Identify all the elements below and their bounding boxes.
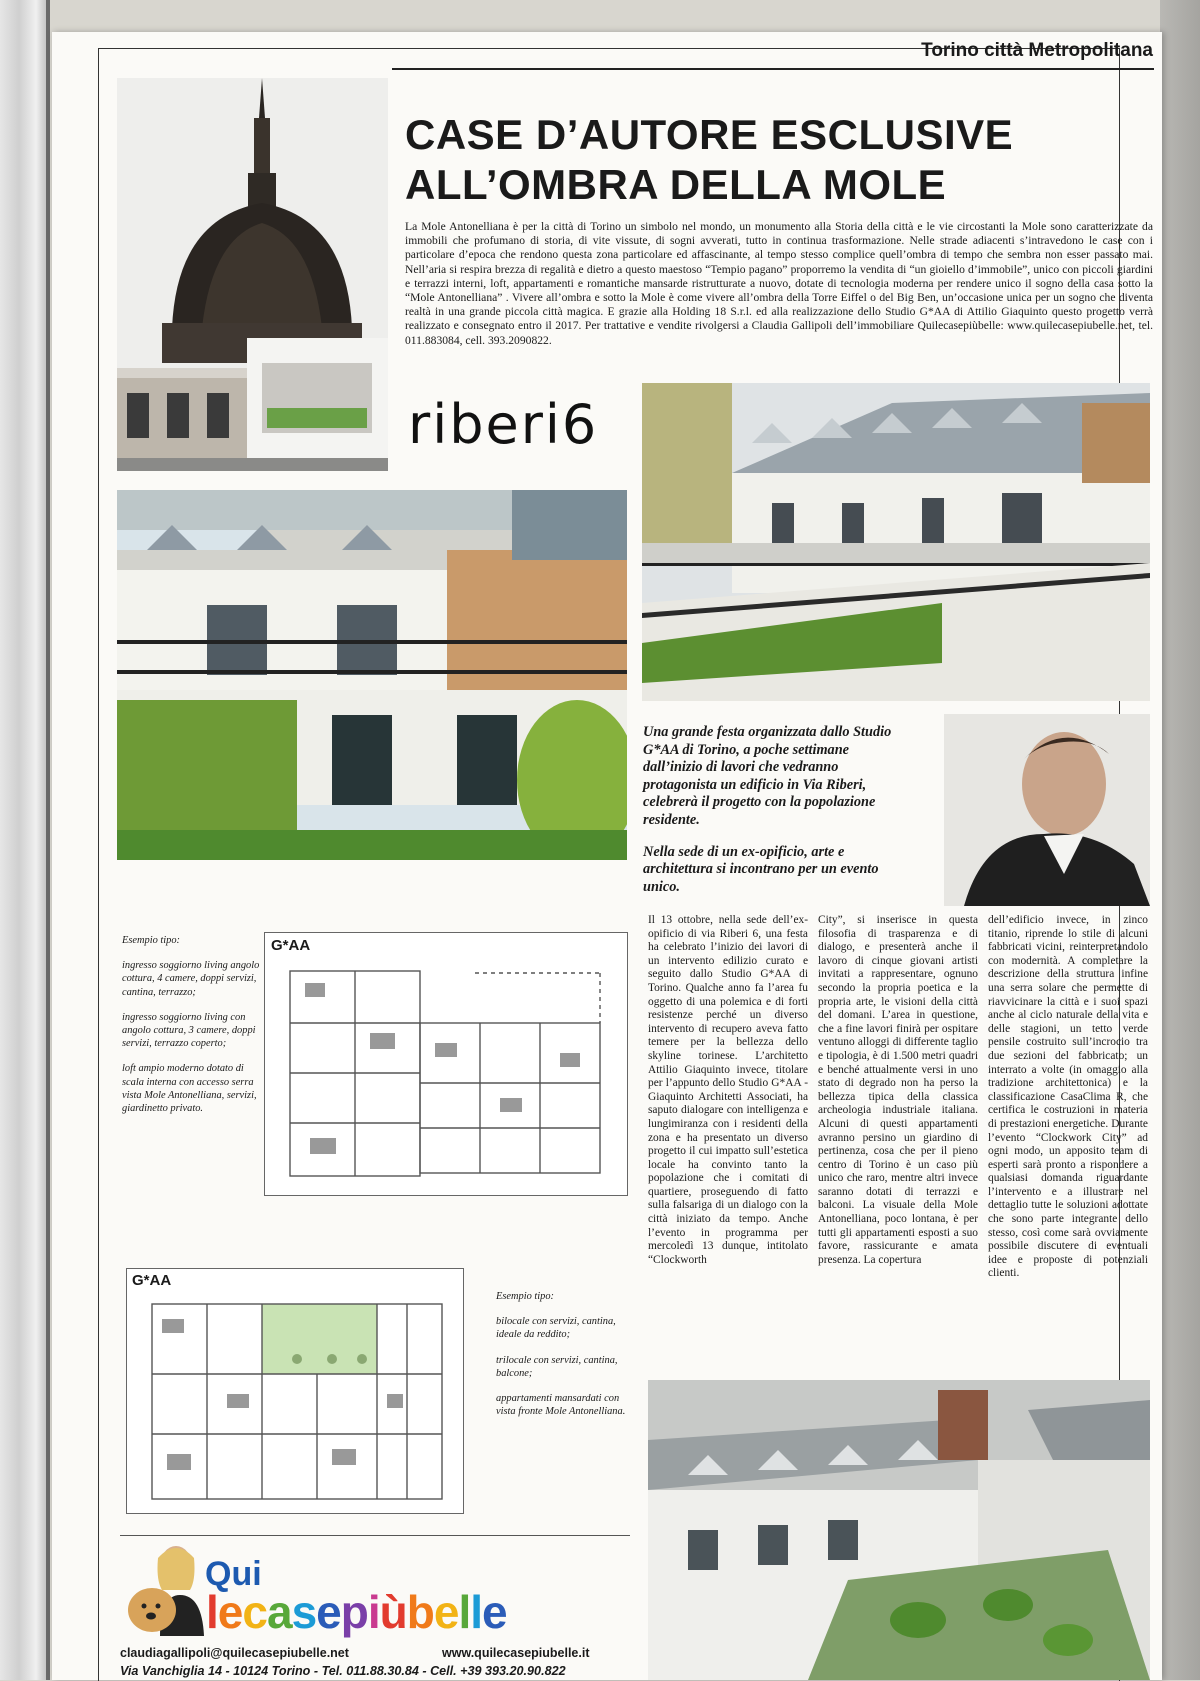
floorplan-2 bbox=[126, 1268, 464, 1514]
headline bbox=[405, 110, 1145, 210]
riberi6-logo: riberi6 bbox=[408, 393, 599, 456]
photo-architect-portrait bbox=[944, 714, 1150, 906]
photo-mole-antonelliana bbox=[117, 78, 388, 471]
floorplan-1 bbox=[264, 932, 628, 1196]
headline-line-2: ALL’OMBRA DELLA MOLE bbox=[405, 161, 947, 208]
ad-address: Via Vanchiglia 14 - 10124 Torino - Tel. 011.88.30.84 - Cell. +39 393.20.90.822 bbox=[120, 1664, 566, 1678]
next-page-edge bbox=[1160, 0, 1200, 1680]
ad-email-link[interactable]: claudiagallipoli@quilecasepiubelle.net bbox=[120, 1646, 349, 1660]
binding-edge bbox=[46, 0, 50, 1680]
section-header: Torino città Metropolitana bbox=[921, 40, 1153, 61]
article-column-2: City”, si inserisce in questa filosofia di trasparenza e di dialogo, e presenterà anche il lavoro di cinque giovani artisti invitati a rappresentare, ognuno secondo la propria poetica e la propria arte, le visioni della città del domani. L’area in questione, che a fine lavori finirà per ospitare ventuno alloggi di differente taglio e tipologia, è di 1.500 metri quadri e benché attualmente versi in uno stato di degrado non ha perso la bellezza tipica della classica archeologia industriale italiana. Alcuni di questi appartamenti avranno persino un giardino di pertinenza, cosa che per il pieno centro di Torino è un caso più unico che raro, mentre altri invece saranno dotati di terrazzi e balconi. La visuale della Mole Antonelliana, poco lontana, è per tutti gli appartamenti esposti a suo favore, rassicurante e amata presenza. La copertura bbox=[818, 914, 978, 1266]
render-courtyard-left bbox=[117, 490, 627, 860]
ad-top-rule bbox=[120, 1535, 630, 1536]
ad-brand-name bbox=[206, 1585, 507, 1639]
plan-brand-logo: G*AA bbox=[271, 937, 311, 954]
ad-brand-text: lecasepiùbelle bbox=[206, 1586, 507, 1638]
intro-paragraph: La Mole Antonelliana è per la città di Torino un simbolo nel mondo, un monumento alla Storia della città e le vie circostanti la Mole sono caratterizzate da immobili che profumano di storia, di vite vissute, di sogni avverati, tutto in continua trasformazione. Nelle strade adiacenti s’intravedono le case con i particolare d’epoca che rendono questa zona particolare ed affascinante, al tempo stesso complice quell’ombra di tempo che sembra non esser passato mai. Nell’aria si respira brezza di regalità e dietro a questo maestoso “Tempio pagano” proporremo la vendita di “un gioiello d’immobile”, unico con piccoli giardini e terrazzi interni, loft, appartamenti e romantiche mansarde ristrutturate a nuovo, dotate di tecnologia moderna per rendere unico il sogno della casa sotto la “Mole Antonelliana” . Vivere all’ombra e sotto la Mole è come vivere all’ombra della Torre Eiffel o del Big Ben, un’occasione unica per un sogno che diventa realtà in una grande piccola città magica. E grazie alla Holding 18 S.r.l. ed alla realizzazione dello Studio G*AA di Attilio Giaquinto questo progetto verrà realizzato e consegnato entro il 2017. Per trattative e vendite rivolgersi a Claudia Gallipoli dell’immobiliare Quilecasepiùbelle: www.quilecasepiubelle.net, tel. 011.883084, cell. 393.2090822. bbox=[405, 220, 1153, 347]
ad-brand-qui: Qui bbox=[205, 1555, 262, 1593]
note-2-item: appartamenti mansardati con vista fronte Mole Antonelliana. bbox=[496, 1393, 626, 1418]
agent-photo-with-dog bbox=[124, 1540, 204, 1636]
note-2-item: trilocale con servizi, cantina, balcone; bbox=[496, 1354, 618, 1379]
photo-caption bbox=[643, 724, 905, 910]
plan-brand-logo: G*AA bbox=[132, 1272, 172, 1289]
floorplan-note-1 bbox=[122, 934, 260, 1127]
note-1-item: loft ampio moderno dotato di scala interna con accesso serra vista Mole Antonelliana, servizi, giardinetto privato. bbox=[122, 1063, 257, 1115]
ad-website-link[interactable]: www.quilecasepiubelle.it bbox=[442, 1646, 590, 1660]
article-column-1: Il 13 ottobre, nella sede dell’ex-opificio di via Riberi 6, una festa ha celebrato l’inizio dei lavori di un intervento edilizio curato e seguito dallo Studio G*AA di Torino. Qualche anno fa l’area fu oggetto di una polemica e di forti resistenze perché un diverso intervento di recupero aveva fatto temere per la bellezza dello skyline torinese. L’architetto Attilio Giaquinto invece, titolare per l’appunto dello Studio G*AA - Giaquinto Architetti Associati, ha saputo dialogare con intelligenza e lungimiranza con i residenti della zona e ha presentato un diverso progetto il cui impatto sull’estetica locale ha convinto tanto la popolazione che i comitati di quartiere, proseguendo di fatto sulla falsariga di un dialogo con la città iniziato da tempo. Anche l’evento in programma per mercoledì 13 dunque, intitolato “Clockworth bbox=[648, 914, 808, 1266]
floorplan-note-2 bbox=[496, 1290, 628, 1430]
caption-paragraph-1: Una grande festa organizzata dallo Studio G*AA di Torino, a poche settimane dall’inizio di lavori che vedranno protagonista un edificio in Via Riberi, celebrerà il progetto con la popolazione residente. bbox=[643, 724, 892, 828]
header-rule bbox=[392, 68, 1154, 70]
note-2-title: Esempio tipo: bbox=[496, 1291, 555, 1302]
render-courtyard-right bbox=[642, 383, 1150, 701]
render-aerial-courtyard bbox=[648, 1380, 1150, 1680]
caption-paragraph-2: Nella sede di un ex-opificio, arte e architettura si incontrano per un evento unico. bbox=[643, 843, 879, 895]
headline-line-1: CASE D’AUTORE ESCLUSIVE bbox=[405, 111, 1014, 158]
binding-spine bbox=[0, 0, 48, 1680]
note-1-title: Esempio tipo: bbox=[122, 935, 181, 946]
note-1-item: ingresso soggiorno living angolo cottura, 4 camere, doppi servizi, cantina, terrazzo; bbox=[122, 960, 260, 998]
article-column-3: dell’edificio invece, in zinco titanio, riprende lo stile di alcuni fabbricati vicini, reinterpretandolo con modernità. A completare la descrizione della struttura infine una serra solare che permette di riavvicinare la città e i suoi spazi anche al ciclo naturale della vita e delle stagioni, un tetto verde pensile costruito sull’incrocio tra due sezioni del fabbricato; un interrato a volte (in omaggio alla tradizione architettonica) e la classificazione CasaClima R, che certifica le costruzioni in materia di prestazioni energetiche. Durante l’evento “Clockwork City” ad ogni modo, un apposito team di esperti sarà pronto a rispondere a qualsiasi domanda riguardante l’intervento e a illustrare nel dettaglio tutte le soluzioni adottate che sono parte integrante dello stesso, così come sarà ovviamente possibile discutere di eventuali idee e proposte di potenziali clienti. bbox=[988, 914, 1148, 1280]
note-2-item: bilocale con servizi, cantina, ideale da reddito; bbox=[496, 1316, 616, 1341]
note-1-item: ingresso soggiorno living con angolo cottura, 3 camere, doppi servizi, terrazzo coperto; bbox=[122, 1011, 256, 1050]
